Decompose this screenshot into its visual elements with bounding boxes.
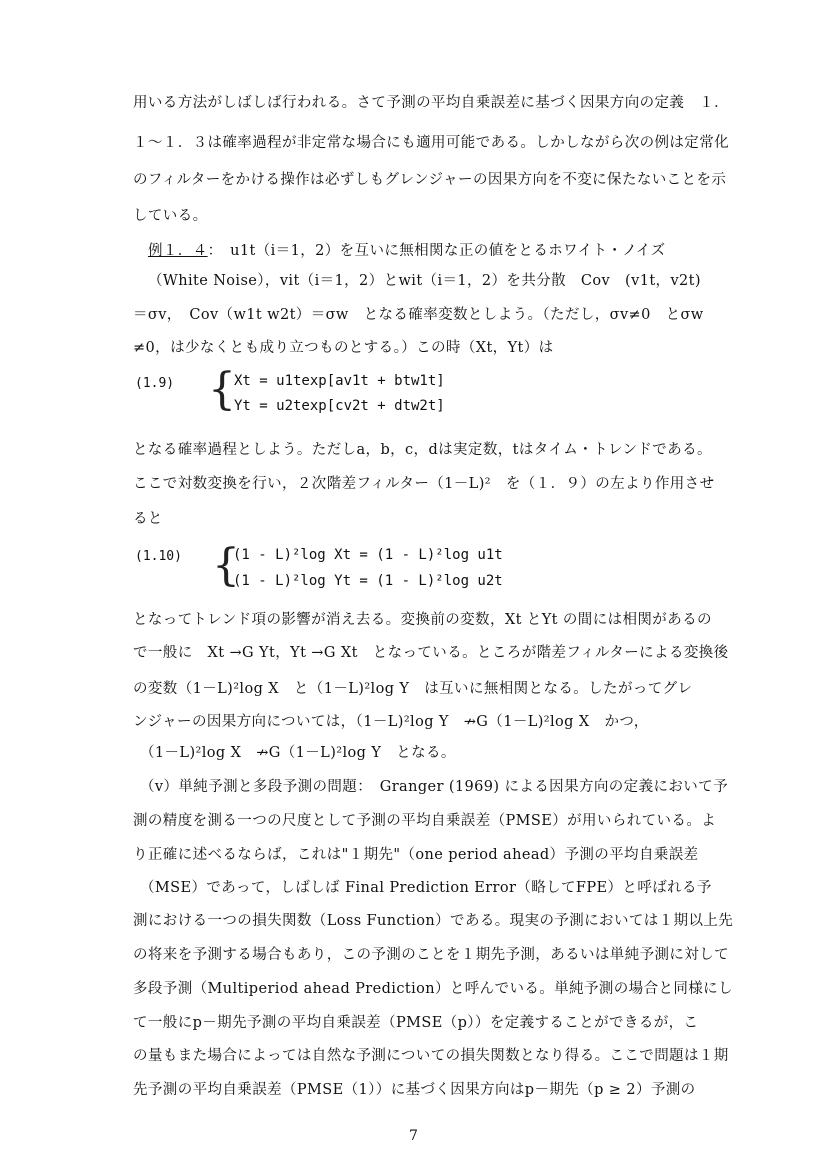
text-line: ≠0，は少なくとも成り立つものとする。）この時（Xt，Yt）は [133, 340, 554, 356]
text-line: している。 [133, 208, 208, 224]
section-heading-line: （v）単純予測と多段予測の問題： Granger (1969) による因果方向の定義において予 [140, 779, 728, 795]
text-line: （White Noise），vit（i＝1，2）とwit（i＝1，2）を共分散 Cov (v1t，v2t) [148, 273, 701, 289]
text-line: ンジャーの因果方向については，（1－L)²log Y ↛G（1－L)²log X かつ， [133, 714, 649, 730]
text-line: で一般に Xt →G Yt，Yt →G Xt となっている。ところが階差フィルターによる変換後 [133, 645, 729, 661]
text-line: て一般にp－期先予測の平均自乗誤差（PMSE（p））を定義することができるが，こ [133, 1015, 699, 1031]
text-line: り正確に述べるならば，これは"１期先"（one period ahead）予測の平均自乗誤差 [133, 847, 699, 863]
equation-number: (1.10) [135, 549, 182, 564]
page-number: 7 [409, 1128, 418, 1144]
text-line: （MSE）であって，しばしば Final Prediction Error（略してFPE）と呼ばれる予 [140, 880, 712, 896]
text-line: となる確率過程としよう。ただしa，b，c，dは実定数，tはタイム・トレンドである。 [133, 442, 712, 458]
text-line: の変数（1－L)²log X と（1－L)²log Y は互いに無相関となる。したがってグレ [133, 681, 693, 697]
text-line: 測における一つの損失関数（Loss Function）である。現実の予測においては１期以上先 [133, 913, 734, 929]
equation-row: (1 - L)²log Xt = (1 - L)²log u1t [233, 547, 503, 563]
example-heading-line [148, 241, 768, 261]
text-line: ここで対数変換を行い，２次階差フィルター（1－L)² を（１．９）の左より作用させ [133, 476, 715, 492]
text-line: １～１．３は確率過程が非定常な場合にも適用可能である。しかしながら次の例は定常化 [133, 135, 729, 151]
brace-symbol: { [208, 364, 236, 415]
equation-row: (1 - L)²log Yt = (1 - L)²log u2t [233, 573, 503, 589]
text-line: 先予測の平均自乗誤差（PMSE（1））に基づく因果方向はp－期先（p ≥ 2）予測の [133, 1082, 696, 1098]
text-line: 測の精度を測る一つの尺度として予測の平均自乗誤差（PMSE）が用いられている。よ [133, 813, 717, 829]
text-line: ＝σv， Cov（w1t w2t）＝σw となる確率変数としよう。（ただし，σv≠0 とσw [133, 307, 704, 323]
text-line: （1－L)²log X ↛G（1－L)²log Y となる。 [140, 745, 456, 761]
equation-row: Yt = u2texp[cv2t + dtw2t] [234, 398, 445, 414]
brace-symbol: { [212, 540, 240, 591]
text-line: ると [133, 511, 163, 527]
equation-row: Xt = u1texp[av1t + btw1t] [234, 373, 445, 389]
text-line: 用いる方法がしばしば行われる。さて予測の平均自乗誤差に基づく因果方向の定義 １． [133, 95, 729, 111]
example-label: 例１．４ [148, 243, 208, 259]
text-line: の将来を予測する場合もあり，この予測のことを１期先予測，あるいは単純予測に対して [133, 947, 729, 963]
text-line: 多段予測（Multiperiod ahead Prediction）と呼んでいる。単純予測の場合と同様にし [133, 981, 733, 997]
example-text: ： u1t（i＝1，2）を互いに無相関な正の値をとるホワイト・ノイズ [207, 243, 666, 259]
text-line: の量もまた場合によっては自然な予測についての損失関数となり得る。ここで問題は１期 [133, 1048, 729, 1064]
text-line: のフィルターをかける操作は必ずしもグレンジャーの因果方向を不変に保たないことを示 [133, 172, 727, 188]
text-line: となってトレンド項の影響が消え去る。変換前の変数，Xt とYt の間には相関があるの [133, 612, 712, 628]
equation-number: (1.9) [135, 376, 175, 391]
